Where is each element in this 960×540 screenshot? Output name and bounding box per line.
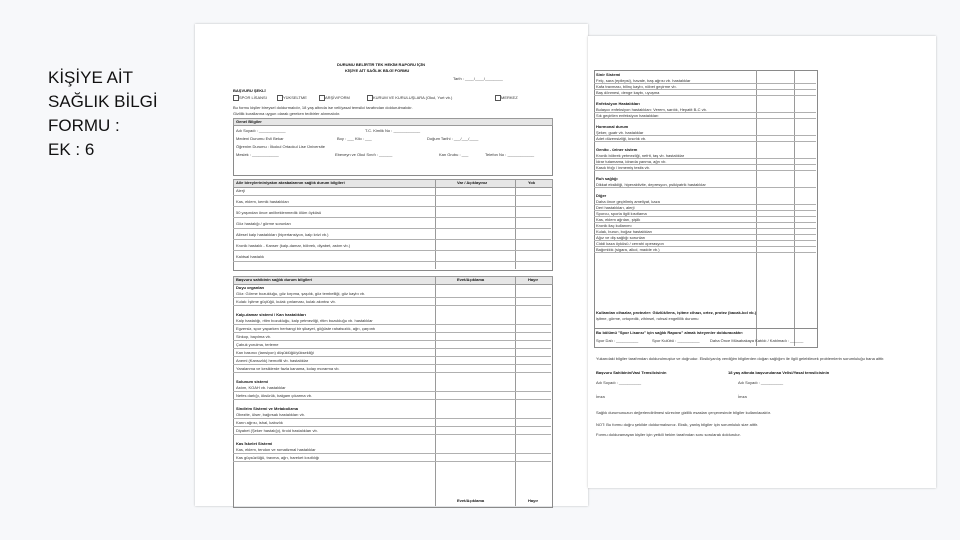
p2-item: Ağız ve diş sağlığı sorunları: [596, 235, 646, 240]
sign-left-label: Başvuru Sahibinin/Vasi Temsilcisinin: [596, 370, 667, 375]
p2-item: Kafa travması, bilinç kaybı, nöbet geçirme vb.: [596, 84, 677, 89]
family-row-line: [233, 195, 551, 196]
history-item: Kan basıncı (tansiyon) düşüklüğü/yüksekliği: [236, 350, 314, 355]
p2-item: Daha önce geçirilmiş ameliyat, kaza: [596, 199, 660, 204]
history-row-line: [233, 453, 551, 454]
p2-item: Sık geçirilen enfeksiyon hastalıkları: [596, 113, 659, 118]
history-group-title: Duyu organları: [236, 285, 265, 290]
p2-item: Felç, sara (epilepsi), havale, baş ağrısı vb. hastalıklar: [596, 78, 691, 83]
person-info-header: Genel Bilgiler: [236, 119, 262, 124]
history-item: Kulak: İşitme güçlüğü, kulak çınlaması, kulak akıntısı vb.: [236, 299, 336, 304]
title-line-4: EK : 6: [48, 140, 95, 159]
field-tc: T.C. Kimlik No : ____________: [365, 128, 421, 133]
history-header: Başvuru sahibinin sağlık durum bilgileri: [236, 277, 313, 282]
family-row-line: [233, 206, 551, 207]
p2-row-line: [594, 95, 816, 96]
p2-group-title: Genito - üriner sistem: [596, 147, 638, 152]
history-row-line: [233, 372, 551, 373]
history-row-line: [233, 418, 551, 419]
p2-item: Baş dönmesi, denge kaybı, uyuşma: [596, 90, 660, 95]
p2-item: Bağımlılık (sigara, alkol, madde vb.): [596, 247, 660, 252]
form-page-1: [195, 24, 588, 506]
form-page-2: [588, 36, 936, 488]
history-item: Egzersiz, spor yaparken herhangi bir şikayet, göğüste rahatsızlık, ağrı, çarpıntı: [236, 326, 376, 331]
p2-group-title: Enfeksiyon Hastalıkları: [596, 101, 640, 106]
family-col-yes: Var / Açıklayınız: [457, 180, 488, 185]
history-item: Sinkop, bayılma vb.: [236, 334, 271, 339]
history-row-line: [233, 399, 551, 400]
p2-group-title: Diğer: [596, 193, 607, 198]
family-row-line: [233, 228, 551, 229]
footer-col-no: Hayır: [528, 498, 539, 503]
family-col-divider-1: [435, 179, 436, 269]
license-title: Bu bölümü "Spor Lisansı" için sağlık Raporu" almak isteyenler dolduracaktır:: [596, 330, 744, 335]
p2-item: Ciddi kaza öyküsü / cerrahi operasyon: [596, 241, 664, 246]
sign-right-name: Adı Soyadı : __________: [738, 380, 784, 385]
license-field-3: Daha Önce Müsabakaya Katıldı / Katılmadı : ______: [710, 338, 804, 343]
p2-item: Kas, eklem ağrıları, şişlik: [596, 217, 641, 222]
title-line-3: FORMU :: [48, 116, 120, 135]
family-item: Göz hastalığı / görme sorunları: [236, 221, 291, 226]
p2-row-line: [594, 170, 816, 171]
sign-right-imza: İmza: [738, 394, 747, 399]
p2-item: Dikkat eksikliği, hiperaktivite, depresyon, psikiyatrik hastalıklar: [596, 182, 706, 187]
history-item: Obezite, ülser, bağırsak hastalıkları vb.: [236, 412, 305, 417]
p2-item: İdrar tutamama, idrarda yanma, ağrı vb.: [596, 159, 667, 164]
declaration-1: Yukarıdaki bilgiler tarafımdan doldurulmuştur ve doğrudur. Eksik/yanlış verdiğim bilgilerden doğan sağlığım ile ilgili gelebilecek problemlerin sorumluluğu bana aittir.: [596, 356, 885, 361]
p2-row-line: [594, 141, 816, 142]
history-row-line: [233, 324, 551, 325]
form-date: Tarih : ____/____/________: [453, 76, 503, 81]
p2-row-line: [594, 252, 816, 253]
apply-label: BAŞVURU ŞEKLİ: [233, 88, 266, 93]
family-row-line: [233, 261, 551, 262]
history-item: Kalp hastalığı, ritim bozukluğu, kalp yetmezliği, ritim bozukluğu vb. hastalıklar: [236, 318, 373, 323]
option-label-1: SPOR LİSANSI: [239, 95, 267, 100]
history-item: Kas, eklem, tendon ve romatizmal hastalıklar: [236, 447, 316, 452]
history-item: Diyabet (Şeker hastalığı), tiroid hastalıkları vb.: [236, 428, 318, 433]
family-header: Aile bireylerinin/yakın akrabalarının sağlık durum bilgileri: [236, 180, 345, 185]
title-line-2: SAĞLIK BİLGİ: [48, 92, 158, 111]
history-row-line: [233, 356, 551, 357]
family-item: Kalıtsal hastalık: [236, 254, 265, 259]
history-row-line: [233, 297, 551, 298]
slide-title: [48, 66, 188, 162]
field-birthdate: Doğum Tarihi : ___/___/____: [427, 136, 479, 141]
title-line-1: KİŞİYE AİT: [48, 68, 134, 87]
p2-item: Deri hastalıkları, alerji: [596, 205, 635, 210]
field-blood: Kan Grubu : ___: [439, 152, 469, 157]
history-item: Karın ağrısı, ishal, kabızlık: [236, 420, 283, 425]
license-field-1: Spor Dalı : __________: [596, 338, 639, 343]
history-item: Nefes darlığı, öksürük, balgam çıkarma vb.: [236, 393, 313, 398]
family-item: Alerji: [236, 188, 245, 193]
form-heading-2: KİŞİYE AİT SAĞLIK BİLGİ FORMU: [345, 68, 410, 73]
family-item: Kronik hastalık - Kanser (kalp-damar, böbrek, diyabet, astım vb.): [236, 243, 351, 248]
field-phone: Telefon No : ____________: [485, 152, 535, 157]
field-parent: Ebeveyn ve Okul Sınıfı : ______: [335, 152, 393, 157]
family-item: Kas, eklem, kemik hastalıkları: [236, 199, 289, 204]
history-col-yes: Evet/Açıklama: [457, 277, 485, 282]
family-row-line: [233, 239, 551, 240]
history-row-line: [233, 332, 551, 333]
p2-group-title: Sinir Sistemi: [596, 72, 621, 77]
history-item: Göz: Görme bozukluğu, göz kırpma, şaşılık, göz tembelliği, göz kaybı vb.: [236, 291, 366, 296]
history-item: Astım, KOAH vb. hastalıklar: [236, 385, 286, 390]
history-row-line: [233, 434, 551, 435]
p2-item: Bulaşıcı enfeksiyon hastalıkları: Verem, sarılık, Hepatit B-C vb.: [596, 107, 707, 112]
history-group-title: Kas İskelet Sistemi: [236, 441, 273, 446]
license-field-2: Spor Kulübü : __________: [652, 338, 700, 343]
family-row-line: [233, 217, 551, 218]
p2-item: Kronik böbrek yetmezliği, nefrit, taş vb. hastalıklar: [596, 153, 685, 158]
history-row-line: [233, 426, 551, 427]
p2-row-line: [594, 187, 816, 188]
p2-item: Kronik ilaç kullanımı: [596, 223, 632, 228]
sign-left-name: Adı Soyadı : __________: [596, 380, 642, 385]
note-2: NOT: Bu formu doğru şekilde doldurmalısınız. Eksik, yanlış bilgiler için sorumluluk size aittir.: [596, 422, 759, 427]
field-name: Adı Soyadı : ____________: [236, 128, 286, 133]
history-item: Kas güçsüzlüğü, travma, ağrı, hareket kısıtlılığı: [236, 455, 320, 460]
sign-left-imza: İmza: [596, 394, 605, 399]
family-col-divider-2: [515, 179, 516, 269]
form-heading-1: DURUMU BELİRTİR TEK HEKİM RAPORU İÇİN: [337, 62, 425, 67]
special-title: Kullanılan cihazlar, protezler: Gözlük/lens, işitme cihazı, ortez, protez (bacak-kol vb.): [596, 310, 757, 315]
family-col-no: Yok: [528, 180, 536, 185]
option-label-5: MERKEZ: [501, 95, 518, 100]
family-row-line: [233, 250, 551, 251]
history-group-title: Solunum sistemi: [236, 379, 269, 384]
p2-group-title: Ruh sağlığı: [596, 176, 618, 181]
p2-item: Şeker, guatr vb. hastalıklar: [596, 130, 644, 135]
field-marital: Medeni Durumu Evli Bekar: [236, 136, 284, 141]
history-item: Yaralanma ve kesiklerde fazla kanama, kolay morarma vb.: [236, 366, 340, 371]
family-item: Ailesel kalp hastalıkları (hipertansiyon, kalp krizi vb.): [236, 232, 329, 237]
p2-group-title: Hormonal durum: [596, 124, 629, 129]
field-job: Meslek : ____________: [236, 152, 279, 157]
special-line: işitme, görme, ortopedik, zihinsel, ruhsal engellilik durumu: [596, 316, 699, 321]
option-label-2: YÜKSELTME: [283, 95, 307, 100]
footer-col-yes: Evet/Açıklama: [457, 498, 485, 503]
option-label-3: ARŞİV/FORM: [325, 95, 350, 100]
form-intro: Bu formu kişiler bireysel doldurmalıdır, 18 yaş altında ise veli/yasal temsilci tarafından doldurulmalıdır.: [233, 105, 413, 110]
history-row-line: [233, 340, 551, 341]
note-3: Formu dolduramayan kişiler için yetkili hekim tarafından soru sorularak doldurulur.: [596, 432, 741, 437]
history-col-no: Hayır: [528, 277, 539, 282]
field-education: Öğrenim Durumu : İlkokul Ortaokul Lise Üniversite: [236, 144, 325, 149]
history-item: Çabuk yorulma, terleme: [236, 342, 279, 347]
p2-row-line: [594, 118, 816, 119]
option-label-4: KURUM VE KURULUŞLARA (Okul, Yurt vb.): [373, 95, 453, 100]
history-group-title: Sindirim Sistemi ve Metabolizma: [236, 406, 299, 411]
history-row-line: [233, 391, 551, 392]
field-height-weight: Boy : ___ Kilo : ___: [337, 136, 372, 141]
person-info-header-bar: [233, 118, 553, 126]
history-row-line: [233, 305, 551, 306]
history-row-line: [233, 364, 551, 365]
sign-right-label: 18 yaş altında başvurulansa Velisi/Yasal temsilcisinin: [728, 370, 830, 375]
note-1: Sağlık durumunuzun değerlendirilmesi sürecine gizlilik esasları çerçevesinde bilgiler kullanılacaktır.: [596, 410, 771, 415]
p2-item: Kasık fıtığı / inmemiş testis vb.: [596, 165, 651, 170]
history-row-line: [233, 461, 551, 462]
p2-item: Adet düzensizliği, kısırlık vb.: [596, 136, 647, 141]
history-group-title: Kalp-damar sistemi / Kan hastalıkları: [236, 312, 306, 317]
form-intro-2: Gizlilik kurallarına uygun olarak gereken tedbirler alınmalıdır.: [233, 111, 341, 116]
history-row-line: [233, 348, 551, 349]
history-table: [233, 276, 553, 508]
p2-item: Kulak, burun, boğaz hastalıkları: [596, 229, 653, 234]
history-item: Anemi (Kansızlık) hemofili vb. hastalıklar: [236, 358, 309, 363]
family-item: 50 yaşından önce ani/beklenmedik ölüm öyküsü: [236, 210, 322, 215]
p2-item: Sporcu, sporla ilgili kısıtlama: [596, 211, 647, 216]
